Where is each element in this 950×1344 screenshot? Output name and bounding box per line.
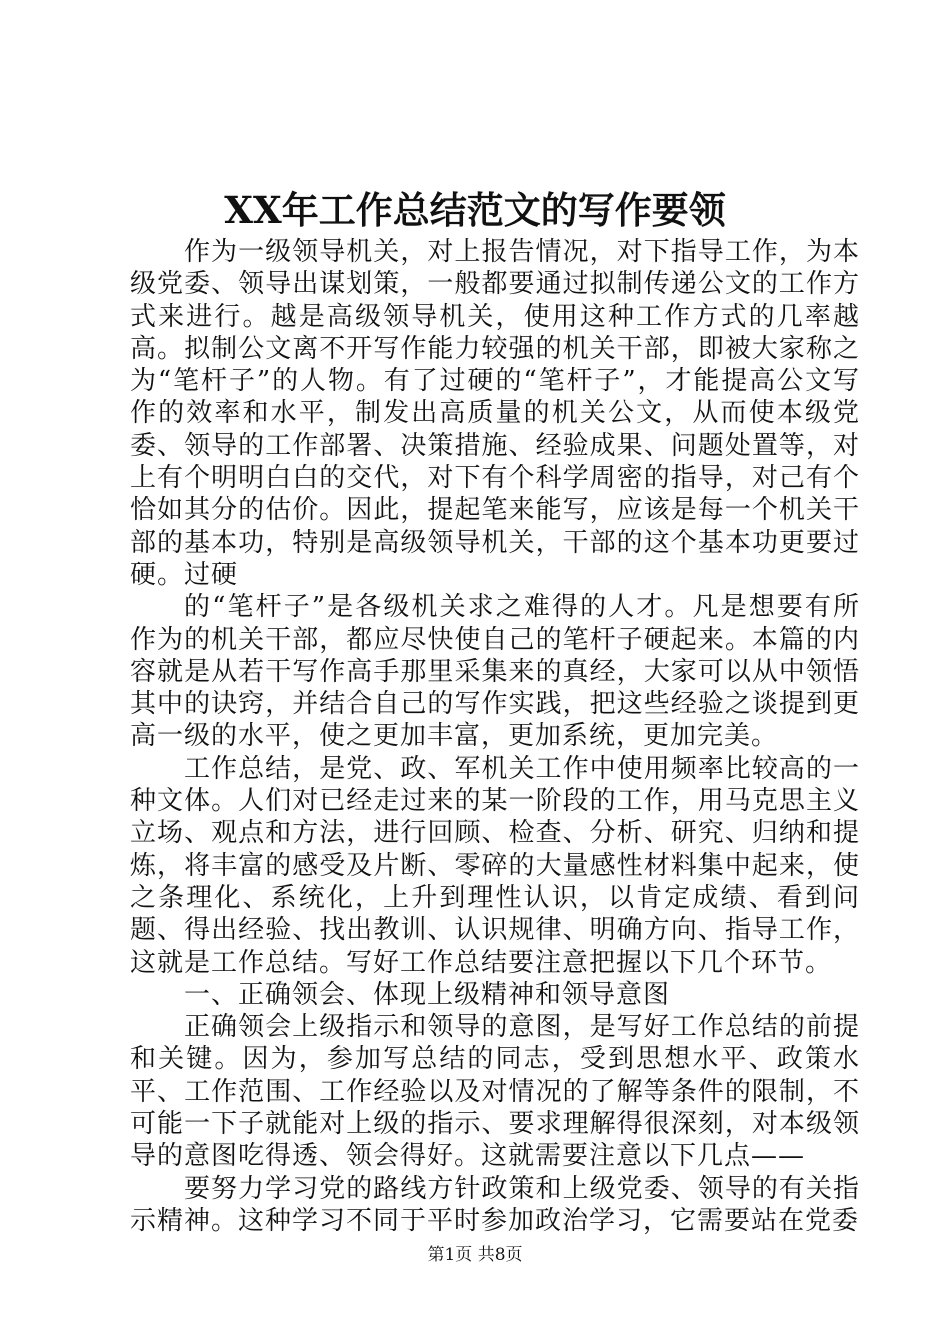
document-body xyxy=(130,236,860,1237)
paragraph-4: 正确领会上级指示和领导的意图，是写好工作总结的前提和关键。因为，参加写总结的同志，受到思想水平、政策水平、工作范围、工作经验以及对情况的了解等条件的限制，不可能一下子就能对上级的指示、要求理解得很深刻，对本级领导的意图吃得透、领会得好。这就需要注意以下几点—— xyxy=(130,1012,860,1172)
paragraph-2: 的“笔杆子”是各级机关求之难得的人才。凡是想要有所作为的机关干部，都应尽快使自己的笔杆子硬起来。本篇的内容就是从若干写作高手那里采集来的真经，大家可以从中领悟其中的诀窍，并结合自己的写作实践，把这些经验之谈提到更高一级的水平，使之更加丰富，更加系统，更加完美。 xyxy=(130,592,860,752)
paragraph-5: 要努力学习党的路线方针政策和上级党委、领导的有关指示精神。这种学习不同于平时参加政治学习，它需要站在党委 xyxy=(130,1173,860,1236)
section-heading-1: 一、正确领会、体现上级精神和领导意图 xyxy=(184,979,671,1010)
page-footer: 第1页 共8页 xyxy=(427,1245,523,1265)
document-title: XX年工作总结范文的写作要领 xyxy=(224,188,726,232)
paragraph-3: 工作总结，是党、政、军机关工作中使用频率比较高的一种文体。人们对已经走过来的某一阶段的工作，用马克思主义立场、观点和方法，进行回顾、检查、分析、研究、归纳和提炼，将丰富的感受及片断、零碎的大量感性材料集中起来，使之条理化、系统化，上升到理性认识，以肯定成绩、看到问题、得出经验、找出教训、认识规律、明确方向、指导工作，这就是工作总结。写好工作总结要注意把握以下几个环节。 xyxy=(130,753,860,978)
paragraph-1: 作为一级领导机关，对上报告情况，对下指导工作，为本级党委、领导出谋划策，一般都要通过拟制传递公文的工作方式来进行。越是高级领导机关，使用这种工作方式的几率越高。拟制公文离不开写作能力较强的机关干部，即被大家称之为“笔杆子”的人物。有了过硬的“笔杆子”，才能提高公文写作的效率和水平，制发出高质量的机关公文，从而使本级党委、领导的工作部署、决策措施、经验成果、问题处置等，对上有个明明白白的交代，对下有个科学周密的指导，对己有个恰如其分的估价。因此，提起笔来能写，应该是每一个机关干部的基本功，特别是高级领导机关，干部的这个基本功更要过硬。过硬 xyxy=(130,237,860,590)
